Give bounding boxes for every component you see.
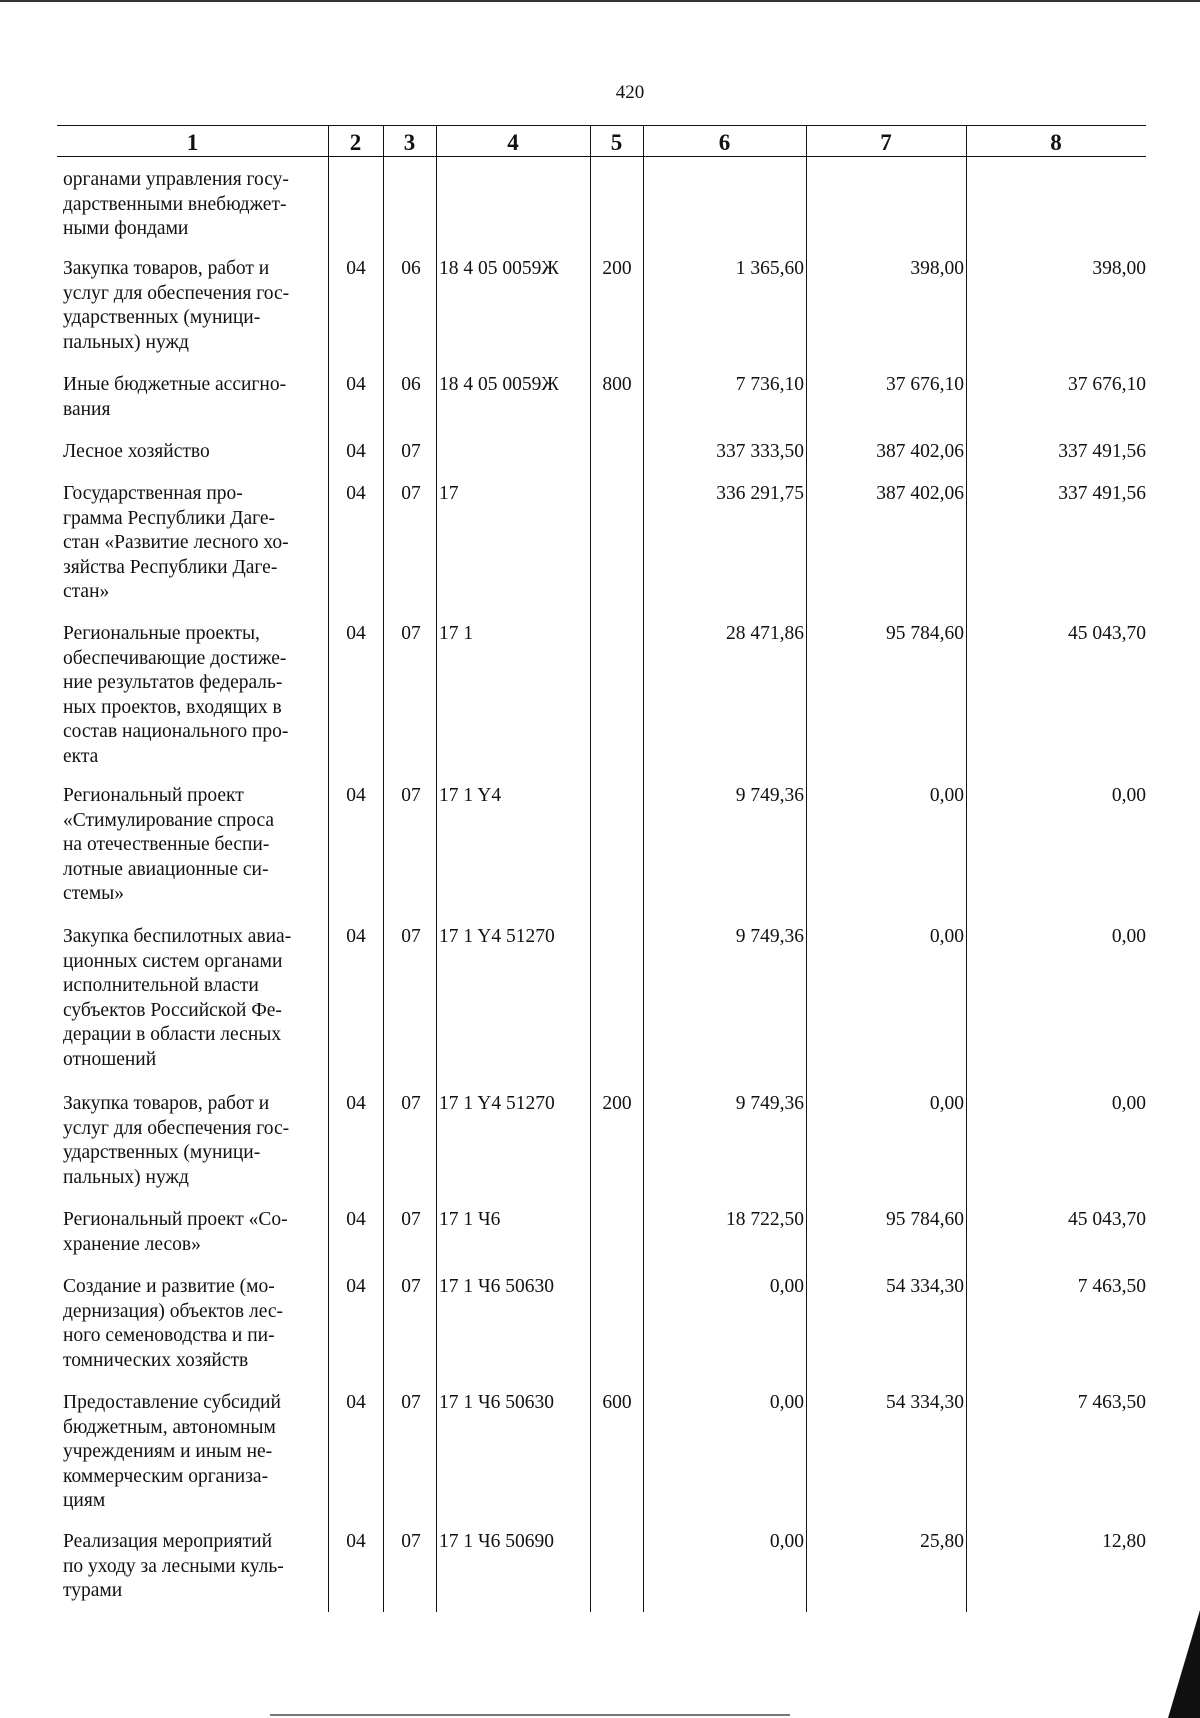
cell-target-code: 17 1 Ч6 50630 — [439, 1276, 555, 1297]
cell-expense-type: 200 — [602, 258, 632, 279]
cell-section: 04 — [346, 1392, 366, 1413]
cell-target-code: 17 1 Y4 51270 — [439, 1093, 555, 1114]
cell-amount-7: 37 676,10 — [886, 374, 964, 395]
cell-amount-7: 54 334,30 — [886, 1276, 964, 1297]
cell-amount-7: 54 334,30 — [886, 1392, 964, 1413]
cell-section: 04 — [346, 1276, 366, 1297]
cell-target-code: 17 1 Y4 51270 — [439, 926, 555, 947]
header-col-7: 7 — [880, 130, 892, 155]
cell-section: 04 — [346, 623, 366, 644]
cell-amount-7: 95 784,60 — [886, 623, 964, 644]
cell-subsection: 07 — [401, 441, 421, 462]
row-name: Государственная про- грамма Республики Даге- стан «Развитие лесного хо- зяйства Республики Даге- стан» — [63, 483, 289, 602]
header-col-1: 1 — [186, 130, 199, 155]
cell-section: 04 — [346, 926, 366, 947]
cell-amount-8: 337 491,56 — [1058, 441, 1146, 462]
cell-section: 04 — [346, 1093, 366, 1114]
header-col-4: 4 — [507, 130, 519, 155]
table-top-rule — [57, 125, 1146, 126]
cell-amount-6: 0,00 — [769, 1531, 804, 1552]
cell-expense-type: 600 — [602, 1392, 632, 1413]
cell-amount-8: 37 676,10 — [1068, 374, 1146, 395]
cell-amount-6: 336 291,75 — [716, 483, 804, 504]
row-name: органами управления госу- дарственными внебюджет- ными фондами — [63, 169, 289, 239]
cell-amount-8: 0,00 — [1111, 785, 1146, 806]
cell-amount-8: 45 043,70 — [1068, 623, 1146, 644]
cell-amount-7: 0,00 — [929, 1093, 964, 1114]
cell-section: 04 — [346, 785, 366, 806]
cell-section: 04 — [346, 483, 366, 504]
cell-amount-7: 95 784,60 — [886, 1209, 964, 1230]
col-rule — [383, 125, 384, 1612]
header-col-5: 5 — [610, 130, 623, 155]
row-name: Закупка товаров, работ и услуг для обеспечения гос- ударственных (муници- пальных) нужд — [63, 258, 290, 353]
col-rule — [966, 125, 967, 1612]
col-rule — [806, 125, 807, 1612]
cell-amount-6: 7 736,10 — [735, 374, 804, 395]
cell-amount-8: 45 043,70 — [1068, 1209, 1146, 1230]
cell-subsection: 07 — [401, 483, 421, 504]
row-name: Региональные проекты, обеспечивающие достиже- ние результатов федераль- ных проектов, входящих в состав национального про- екта — [63, 623, 289, 767]
cell-subsection: 07 — [401, 1392, 421, 1413]
cell-subsection: 06 — [401, 374, 421, 395]
cell-target-code: 17 1 Y4 — [439, 785, 502, 806]
page-number: 420 — [615, 82, 645, 103]
cell-amount-7: 398,00 — [910, 258, 964, 279]
row-name: Иные бюджетные ассигно- вания — [63, 374, 287, 420]
cell-expense-type: 800 — [602, 374, 632, 395]
cell-subsection: 07 — [401, 623, 421, 644]
cell-target-code: 17 1 — [439, 623, 474, 644]
cell-amount-8: 0,00 — [1111, 1093, 1146, 1114]
cell-amount-7: 387 402,06 — [876, 441, 964, 462]
cell-target-code: 18 4 05 0059Ж — [439, 374, 559, 395]
cell-amount-8: 337 491,56 — [1058, 483, 1146, 504]
cell-expense-type: 200 — [602, 1093, 632, 1114]
row-name: Реализация мероприятий по уходу за лесными куль- турами — [63, 1531, 284, 1601]
cell-target-code: 17 1 Ч6 50630 — [439, 1392, 555, 1413]
cell-amount-6: 0,00 — [769, 1276, 804, 1297]
cell-subsection: 07 — [401, 1209, 421, 1230]
cell-amount-7: 25,80 — [920, 1531, 964, 1552]
cell-target-code: 17 1 Ч6 50690 — [439, 1531, 555, 1552]
cell-amount-8: 398,00 — [1092, 258, 1146, 279]
cell-section: 04 — [346, 374, 366, 395]
col-rule — [328, 125, 329, 1612]
cell-amount-8: 12,80 — [1102, 1531, 1146, 1552]
cell-target-code: 17 1 Ч6 — [439, 1209, 501, 1230]
cell-subsection: 07 — [401, 1093, 421, 1114]
cell-amount-6: 28 471,86 — [726, 623, 804, 644]
cell-amount-8: 0,00 — [1111, 926, 1146, 947]
cell-amount-6: 0,00 — [769, 1392, 804, 1413]
cell-amount-6: 18 722,50 — [726, 1209, 804, 1230]
cell-amount-7: 387 402,06 — [876, 483, 964, 504]
cell-section: 04 — [346, 1209, 366, 1230]
cell-amount-7: 0,00 — [929, 785, 964, 806]
scan-corner-shadow — [1168, 1610, 1200, 1718]
cell-amount-6: 9 749,36 — [735, 926, 804, 947]
cell-amount-8: 7 463,50 — [1077, 1276, 1146, 1297]
col-rule — [643, 125, 644, 1612]
row-name: Региональный проект «Стимулирование спроса на отечественные беспи- лотные авиационные си- стемы» — [63, 785, 274, 904]
cell-amount-6: 1 365,60 — [735, 258, 804, 279]
header-col-8: 8 — [1050, 130, 1062, 155]
cell-section: 04 — [346, 441, 366, 462]
header-bottom-rule — [57, 156, 1146, 157]
row-name: Лесное хозяйство — [63, 441, 210, 462]
scan-bottom-edge — [270, 1714, 790, 1716]
cell-subsection: 06 — [401, 258, 421, 279]
col-rule — [590, 125, 591, 1612]
cell-subsection: 07 — [401, 1531, 421, 1552]
col-rule — [436, 125, 437, 1612]
cell-amount-6: 9 749,36 — [735, 1093, 804, 1114]
row-name: Закупка товаров, работ и услуг для обеспечения гос- ударственных (муници- пальных) нужд — [63, 1093, 290, 1188]
row-name: Создание и развитие (мо- дернизация) объектов лес- ного семеноводства и пи- томнических хозяйств — [63, 1276, 284, 1371]
row-name: Предоставление субсидий бюджетным, автономным учреждениям и иным не- коммерческим организа- циям — [63, 1392, 281, 1511]
header-col-3: 3 — [403, 130, 416, 155]
cell-amount-6: 9 749,36 — [735, 785, 804, 806]
cell-target-code: 17 — [439, 483, 459, 504]
cell-target-code: 18 4 05 0059Ж — [439, 258, 559, 279]
row-name: Региональный проект «Со- хранение лесов» — [63, 1209, 288, 1255]
cell-amount-7: 0,00 — [929, 926, 964, 947]
cell-subsection: 07 — [401, 1276, 421, 1297]
cell-amount-8: 7 463,50 — [1077, 1392, 1146, 1413]
cell-subsection: 07 — [401, 926, 421, 947]
cell-subsection: 07 — [401, 785, 421, 806]
cell-section: 04 — [346, 1531, 366, 1552]
scan-top-edge — [0, 0, 1200, 2]
header-col-6: 6 — [718, 130, 731, 155]
header-col-2: 2 — [349, 130, 362, 155]
cell-section: 04 — [346, 258, 366, 279]
cell-amount-6: 337 333,50 — [716, 441, 804, 462]
row-name: Закупка беспилотных авиа- ционных систем органами исполнительной власти субъектов Российской Фе- дерации в области лесных отношений — [63, 926, 292, 1070]
